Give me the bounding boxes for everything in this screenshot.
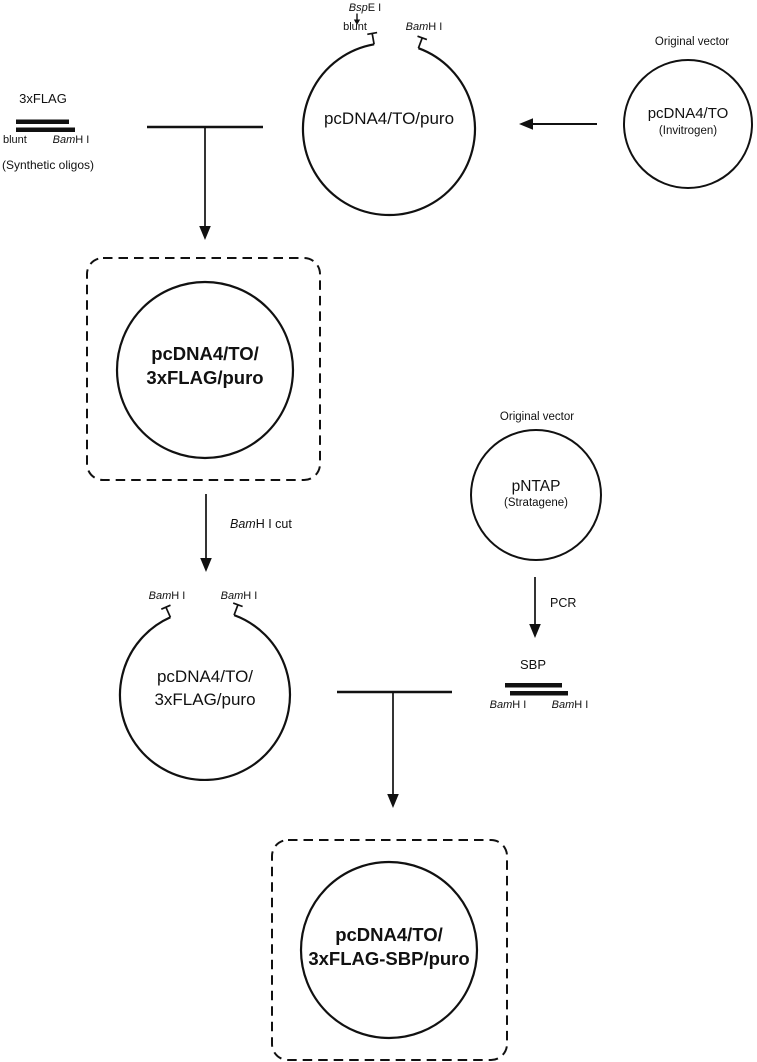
sbp-fragment-bars <box>505 683 568 696</box>
sbp-insert-title: SBP <box>519 657 547 672</box>
synthetic-oligos-note: (Synthetic oligos) <box>1 158 95 172</box>
pntap-vector-name: pNTAP <box>511 478 561 495</box>
cut-plasmid-name-line1: pcDNA4/TO/ <box>156 667 254 686</box>
bamh-site-label-top: BamH I <box>405 21 443 33</box>
flag-blunt-end-label: blunt <box>3 134 27 146</box>
final-product-name <box>308 923 469 971</box>
cut-plasmid-site-left: BamH I <box>148 590 186 602</box>
flag-insert-title: 3xFLAG <box>19 91 67 106</box>
cut-plasmid-site-right: BamH I <box>220 590 258 602</box>
final-product-name-line2: 3xFLAG-SBP/puro <box>308 948 470 969</box>
flag-oligo-bars <box>16 120 75 133</box>
pntap-supplier: (Stratagene) <box>504 497 568 509</box>
original-vector-caption-mid: Original vector <box>499 411 575 423</box>
original-vector-caption-top: Original vector <box>654 36 730 48</box>
flag-bamh-end-label: BamH I <box>52 134 90 146</box>
combine-junction-1 <box>147 127 263 240</box>
flag-product-name-line1: pcDNA4/TO/ <box>151 343 259 364</box>
bamh-cut-arrow <box>200 494 212 572</box>
combine-junction-2 <box>337 692 452 808</box>
invitrogen-supplier: (Invitrogen) <box>658 125 718 137</box>
sbp-bamh-right-label: BamH I <box>551 699 589 711</box>
top-plasmid-name: pcDNA4/TO/puro <box>323 109 455 128</box>
bamh-cut-label: BamH I cut <box>230 517 292 531</box>
sbp-bamh-left-label: BamH I <box>489 699 527 711</box>
final-product-name-line1: pcDNA4/TO/ <box>335 924 443 945</box>
invitrogen-vector-name: pcDNA4/TO <box>647 105 729 122</box>
cut-plasmid-name-line2: 3xFLAG/puro <box>154 690 256 709</box>
flag-product-name-line2: 3xFLAG/puro <box>146 367 264 388</box>
invitrogen-vector-circle <box>624 60 752 188</box>
derivation-arrow-left <box>519 118 597 130</box>
flag-product-name <box>146 342 263 390</box>
blunt-site-label: blunt <box>343 21 367 33</box>
pcr-label: PCR <box>550 596 577 610</box>
bspe-site-label: BspE I <box>348 2 382 14</box>
pcr-arrow <box>529 577 541 638</box>
cut-plasmid-name <box>154 665 255 711</box>
